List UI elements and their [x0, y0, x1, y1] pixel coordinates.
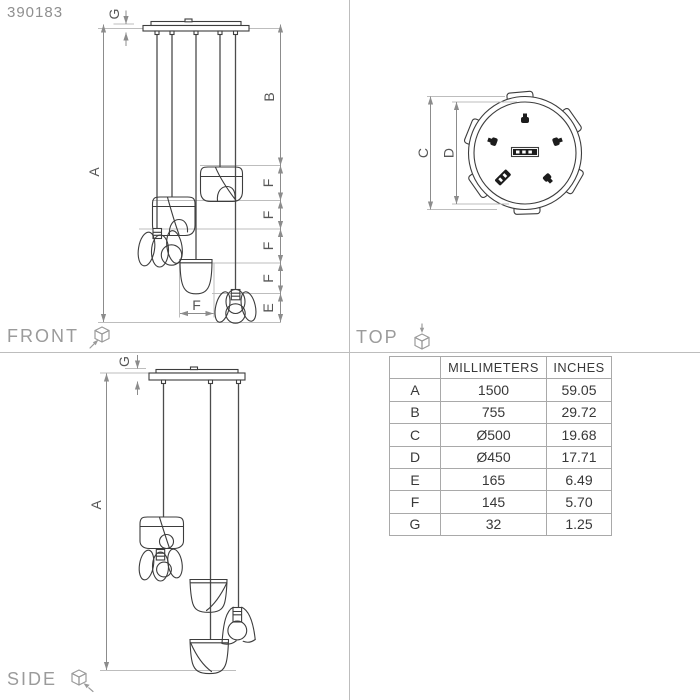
dim-inches: 19.68 [547, 424, 612, 446]
dim-key: D [390, 446, 441, 468]
dim-inches: 6.49 [547, 468, 612, 490]
table-row [390, 513, 612, 535]
side-view-cube-icon [66, 666, 96, 693]
side-view-label [7, 666, 96, 693]
quadrant-divider-vertical [349, 0, 350, 700]
dim-label-A-front: A [85, 167, 102, 177]
dim-label-F2: F [259, 210, 276, 220]
dim-label-E: E [259, 303, 276, 313]
table-header-millimeters: MILLIMETERS [441, 357, 547, 379]
table-row [390, 446, 612, 468]
dim-inches: 1.25 [547, 513, 612, 535]
dim-label-G-side: G [115, 356, 132, 367]
dim-key: C [390, 424, 441, 446]
top-view-drawing [415, 91, 584, 214]
dim-label-D: D [440, 147, 457, 159]
side-cables [164, 384, 239, 640]
dim-key: F [390, 491, 441, 513]
table-header-row [390, 357, 612, 379]
table-row [390, 468, 612, 490]
pendant-flower-2 [212, 290, 258, 324]
dim-inches: 17.71 [547, 446, 612, 468]
table-header-empty [390, 357, 441, 379]
pendant-shade-1 [201, 167, 243, 202]
terminal-block [512, 148, 539, 157]
dim-label-B-front: B [260, 92, 277, 102]
front-view-label-text: FRONT [7, 326, 79, 346]
side-pendant-bowl-2 [190, 640, 229, 674]
dim-mm: 32 [441, 513, 547, 535]
top-view-cube-icon [408, 323, 436, 352]
dimension-table [389, 356, 612, 536]
dim-label-C: C [414, 147, 431, 159]
dim-label-F3: F [259, 241, 276, 251]
dim-inches: 5.70 [547, 491, 612, 513]
side-pendant-shade [140, 517, 184, 549]
dim-key: A [390, 379, 441, 401]
top-view-label [356, 323, 436, 352]
side-pendant-cone [222, 607, 255, 644]
front-canopy [143, 19, 249, 31]
pendant-bowl-1 [180, 260, 212, 294]
front-view-cube-icon [88, 323, 116, 350]
side-view-label-text: SIDE [7, 669, 58, 689]
dim-key: E [390, 468, 441, 490]
front-view-label [7, 323, 116, 350]
side-extension-lines [100, 369, 236, 671]
dim-mm: 145 [441, 491, 547, 513]
side-dimension-lines [104, 355, 140, 670]
dim-mm: Ø500 [441, 424, 547, 446]
front-view-drawing [86, 9, 283, 324]
side-pendant-flower [137, 548, 184, 581]
dim-key: B [390, 401, 441, 423]
dim-label-F-width: F [192, 297, 201, 313]
dim-inches: 59.05 [547, 379, 612, 401]
dim-mm: Ø450 [441, 446, 547, 468]
dim-key: G [390, 513, 441, 535]
pendant-flower-1 [136, 229, 185, 268]
table-row [390, 424, 612, 446]
dim-label-F1: F [259, 178, 276, 188]
table-row [390, 491, 612, 513]
product-number: 390183 [7, 4, 64, 21]
dim-mm: 755 [441, 401, 547, 423]
table-header-inches: INCHES [547, 357, 612, 379]
table-row [390, 401, 612, 423]
front-dimension-lines [101, 8, 283, 323]
dim-mm: 1500 [441, 379, 547, 401]
dim-inches: 29.72 [547, 401, 612, 423]
dim-label-G-front: G [105, 8, 122, 20]
front-extension-lines [98, 24, 281, 323]
quadrant-divider-horizontal [0, 352, 700, 353]
dim-mm: 165 [441, 468, 547, 490]
side-canopy [149, 367, 245, 384]
top-view-label-text: TOP [356, 327, 399, 347]
side-pendant-bowl-1 [190, 580, 227, 613]
dim-label-A-side: A [87, 500, 104, 510]
table-row [390, 379, 612, 401]
dim-label-F4: F [259, 274, 276, 283]
side-view-drawing [88, 355, 255, 674]
